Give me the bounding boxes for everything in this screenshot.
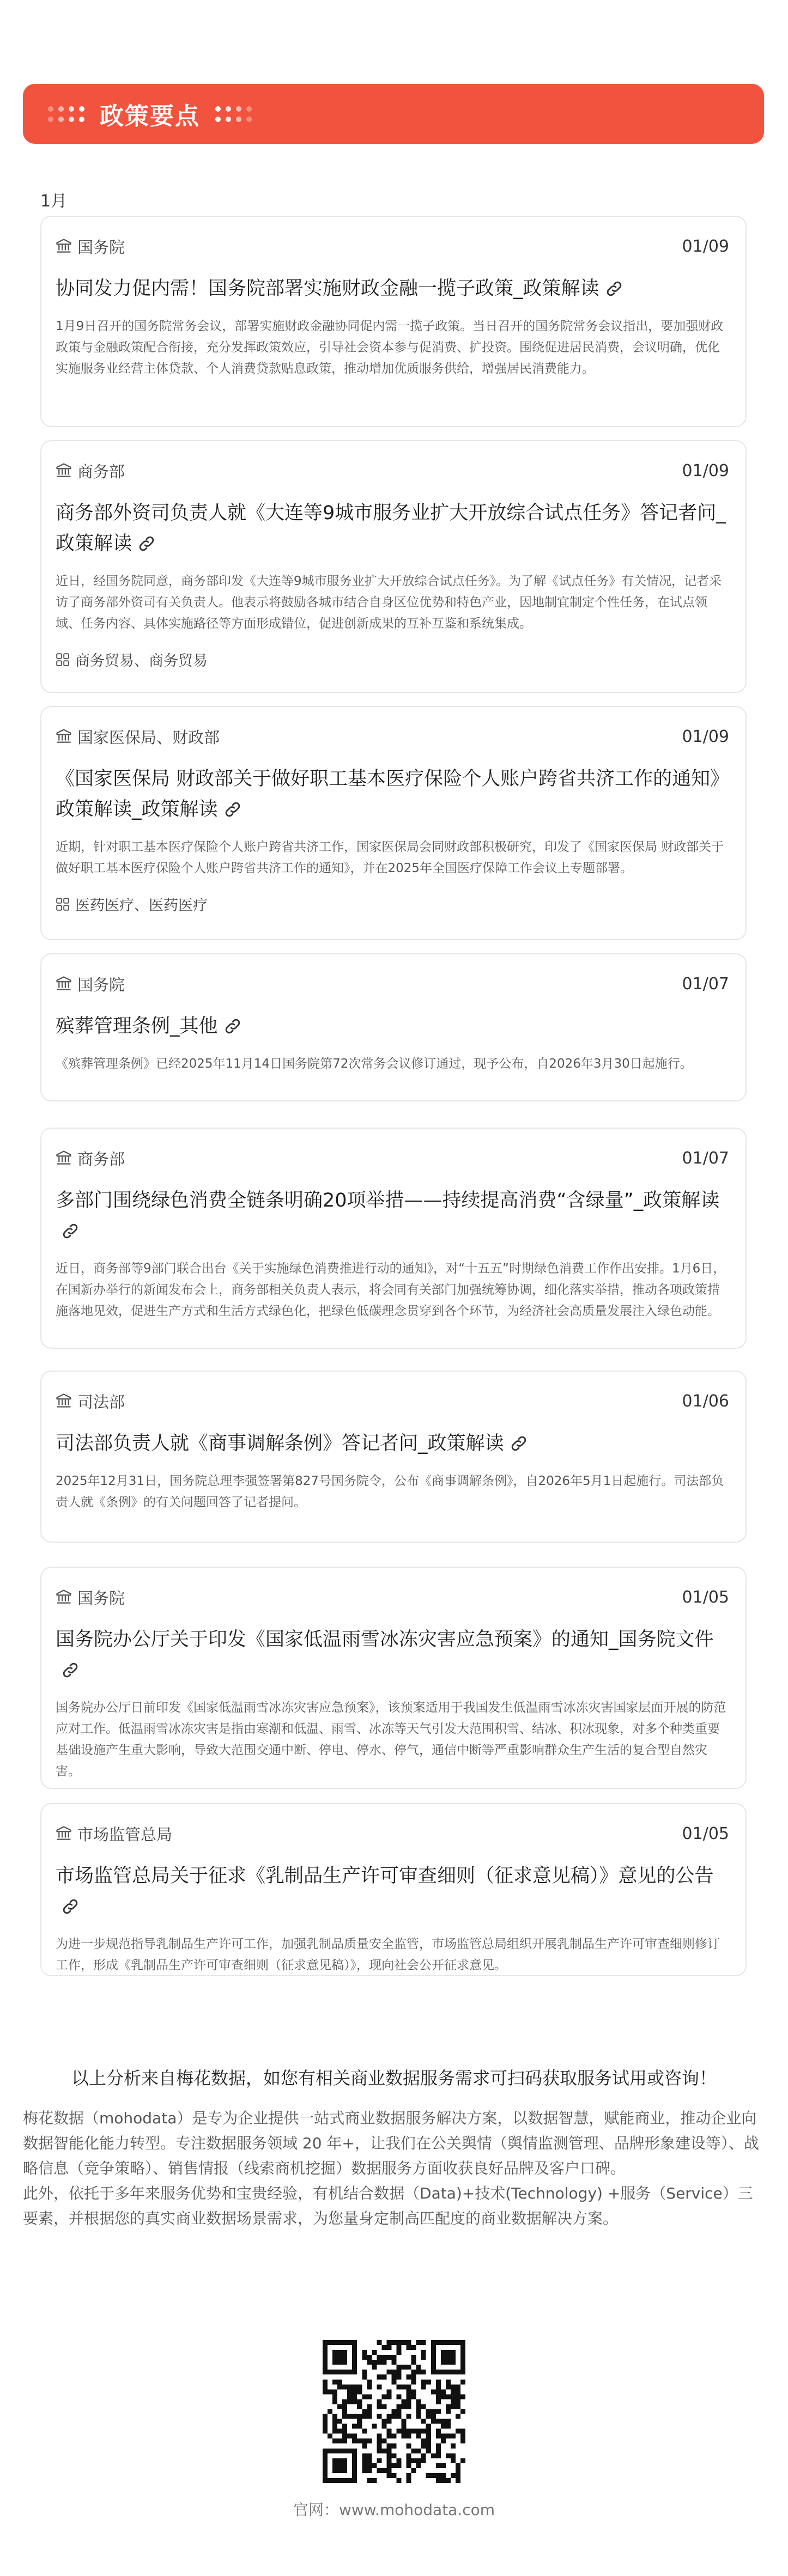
publish-date: 01/06 [682,1391,729,1411]
policy-summary: 近日，商务部等9部门联合出台《关于实施绿色消费推进行动的通知》，对“十五五”时期绿色消费工作作出安排。1月6日，在国新办举行的新闻发布会上，商务部相关负责人表示，将会同有关部门加强统筹协调，细化落实举措，推动各项政策措施落地见效，促进生产方式和生活方式绿色化，把绿色低碳理念贯穿到各个环节，为经济社会高质量发展注入绿色动能。 [56,1262,726,1318]
tag-label: 医药医疗、医药医疗 [75,897,208,914]
policy-card [40,1803,747,1976]
government-building-icon [56,238,72,254]
government-building-icon [56,976,72,992]
policy-title-text[interactable]: 司法部负责人就《商事调解条例》答记者问_政策解读 [56,1433,504,1454]
policy-summary: 《殡葬管理条例》已经2025年11月14日国务院第72次常务会议修订通过，现予公布，自2026年3月30日起施行。 [56,1057,693,1071]
publish-date: 01/05 [682,1824,729,1843]
government-building-icon [56,728,72,745]
department-label: 商务部 [77,1149,125,1168]
policy-title-text[interactable]: 协同发力促内需！国务院部署实施财政金融一揽子政策_政策解读 [56,278,599,300]
policy-title-link[interactable] [56,1011,731,1042]
government-building-icon [56,1589,72,1605]
policy-card [40,1567,747,1789]
publish-date: 01/07 [682,1148,729,1168]
policy-title-text[interactable]: 国务院办公厅关于印发《国家低温雨雪冰冻灾害应急预案》的通知_国务院文件 [56,1629,714,1651]
link-icon[interactable] [61,1897,80,1916]
intro-paragraph: 梅花数据（mohodata）是专为企业提供一站式商业数据服务解决方案，以数据智慧，赋能商业，推动企业向数据智能化能力转型。专注数据服务领域 20 年+，让我们在公关舆情（舆情监测管理、品牌形象建设等）、战略信息（竞争策略）、销售情报（线索商机挖掘）数据服务方面收获良好品牌及客户口碑。 [23,2109,759,2177]
month-label: 1月 [40,192,68,211]
qr-code-image[interactable] [323,2340,465,2483]
policy-title-link[interactable] [56,1861,731,1922]
policy-title-link[interactable] [56,764,731,825]
link-icon[interactable] [605,279,623,298]
policy-card [40,953,747,1101]
link-icon[interactable] [137,534,156,553]
website-url[interactable]: 官网：www.mohodata.com [293,2501,495,2519]
link-icon[interactable] [61,1222,80,1240]
policy-title-link[interactable] [56,1185,731,1246]
link-icon[interactable] [61,1661,80,1679]
policy-tags [56,649,731,670]
policy-title-link[interactable] [56,1624,731,1685]
policy-summary: 近日，经国务院同意，商务部印发《大连等9城市服务业扩大开放综合试点任务》。为了解《试点任务》有关情况，记者采访了商务部外资司有关负责人。他表示将鼓励各城市结合自身区位优势和特色产业，因地制宜制定个性任务，在试点领域、任务内容、具体实施路径等方面形成错位，促进创新成果的互补互鉴和系统集成。 [56,574,722,631]
department-label: 国务院 [77,975,125,994]
category-grid-icon [56,653,70,667]
government-building-icon [56,1393,72,1409]
department-label: 司法部 [77,1392,125,1411]
policy-card [40,1128,747,1349]
policy-title-text[interactable]: 多部门围绕绿色消费全链条明确20项举措——持续提高消费“含绿量”_政策解读 [56,1190,720,1211]
section-title: 政策要点 [100,102,200,130]
footer-call-to-action: 以上分析来自梅花数据，如您有相关商业数据服务需求可扫码获取服务试用或咨询！ [71,2068,717,2088]
link-icon[interactable] [510,1434,528,1453]
decorative-dots-left [48,106,84,122]
company-introduction [23,2106,765,2231]
tag-label: 商务贸易、商务贸易 [75,653,208,669]
policy-title-text[interactable]: 商务部外资司负责人就《大连等9城市服务业扩大开放综合试点任务》答记者问_政策解读 [56,502,726,555]
department-label: 国务院 [77,237,125,257]
policy-title-link[interactable] [56,498,731,559]
link-icon[interactable] [223,1017,242,1036]
policy-card [40,1371,747,1543]
department-label: 国家医保局、财政部 [77,728,220,747]
policy-title-link[interactable] [56,1428,731,1459]
publish-date: 01/09 [682,236,729,256]
policy-title-link[interactable] [56,273,731,304]
publish-date: 01/05 [682,1587,729,1607]
policy-summary: 2025年12月31日，国务院总理李强签署第827号国务院令，公布《商事调解条例》，自2026年5月1日起施行。司法部负责人就《条例》的有关问题回答了记者提问。 [56,1474,724,1509]
policy-title-text[interactable]: 殡葬管理条例_其他 [56,1015,218,1037]
publish-date: 01/09 [682,727,729,746]
publish-date: 01/07 [682,974,729,994]
policy-card [40,440,747,693]
section-header-banner [23,84,764,144]
policy-summary: 为进一步规范指导乳制品生产许可工作，加强乳制品质量安全监管，市场监管总局组织开展乳制品生产许可审查细则修订工作，形成《乳制品生产许可审查细则（征求意见稿）》，现向社会公开征求意见。 [56,1937,720,1972]
policy-summary: 近期，针对职工基本医疗保险个人账户跨省共济工作，国家医保局会同财政部积极研究，印发了《国家医保局 财政部关于做好职工基本医疗保险个人账户跨省共济工作的通知》，并在2025年全国医疗保障工作会议上专题部署。 [56,840,724,875]
government-building-icon [56,1825,72,1842]
policy-summary: 国务院办公厅日前印发《国家低温雨雪冰冻灾害应急预案》，该预案适用于我国发生低温雨雪冰冻灾害国家层面开展的防范应对工作。低温雨雪冰冻灾害是指由寒潮和低温、雨雪、冰冻等天气引发大范围积雪、结冰、积冰现象，对多个种类重要基础设施产生重大影响，导致大范围交通中断、停电、停水、停气，通信中断等严重影响群众生产生活的复合型自然灾害。 [56,1701,726,1779]
policy-title-text[interactable]: 市场监管总局关于征求《乳制品生产许可审查细则（征求意见稿）》意见的公告 [56,1865,714,1887]
government-building-icon [56,1150,72,1166]
policy-title-text[interactable]: 《国家医保局 财政部关于做好职工基本医疗保险个人账户跨省共济工作的通知》政策解读_政策解读 [56,768,730,820]
policy-tags [56,893,731,915]
department-label: 国务院 [77,1588,125,1607]
policy-summary: 1月9日召开的国务院常务会议，部署实施财政金融协同促内需一揽子政策。当日召开的国务院常务会议指出，要加强财政政策与金融政策配合衔接，充分发挥政策效应，引导社会资本参与促消费、扩投资。围绕促进居民消费，会议明确，优化实施服务业经营主体贷款、个人消费贷款贴息政策，推动增加优质服务供给，增强居民消费能力。 [56,319,724,376]
publish-date: 01/09 [682,461,729,480]
department-label: 商务部 [77,462,125,481]
decorative-dots-right [215,106,252,122]
intro-paragraph: 此外，依托于多年来服务优势和宝贵经验，有机结合数据（Data)+技术(Technology) +服务（Service）三要素，并根据您的真实商业数据场景需求，为您量身定制高匹配度的商业数据解决方案。 [23,2184,753,2227]
policy-card [40,216,747,427]
link-icon[interactable] [223,800,242,819]
category-grid-icon [56,897,70,911]
government-building-icon [56,462,72,479]
policy-card [40,706,747,940]
department-label: 市场监管总局 [77,1825,173,1844]
